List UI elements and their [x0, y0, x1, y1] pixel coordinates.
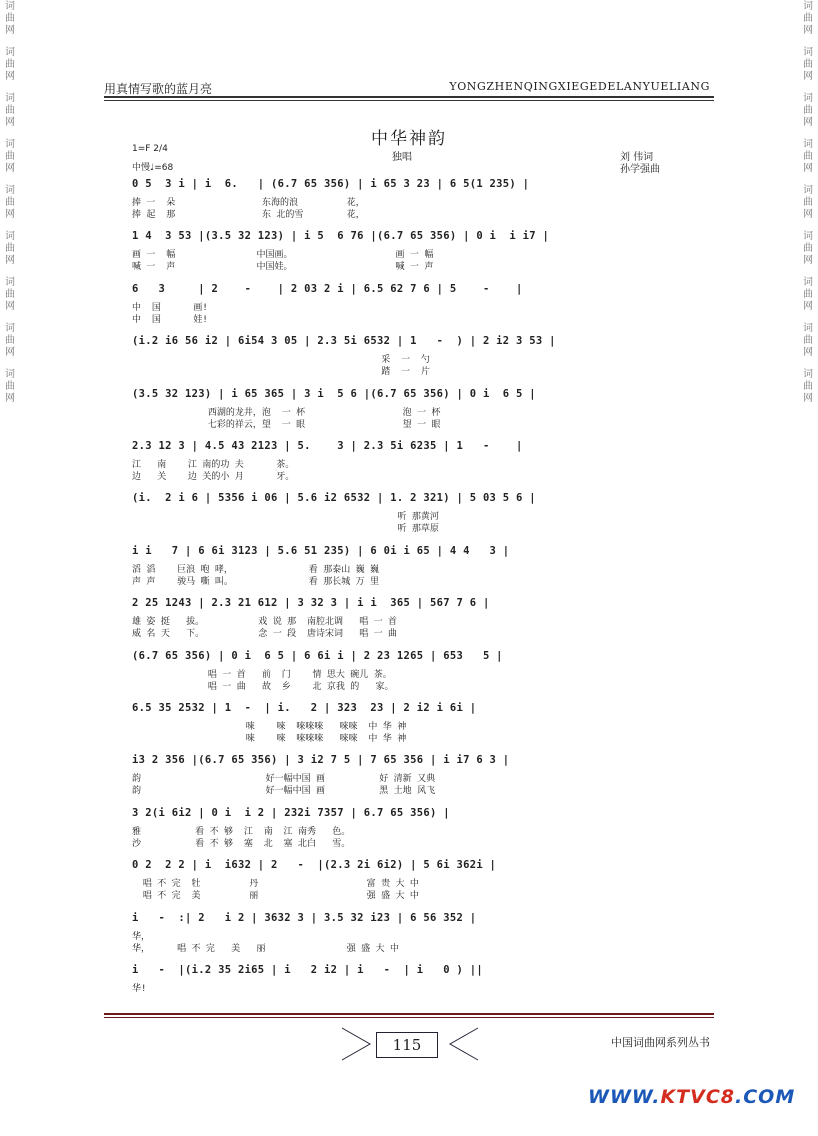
lyric-line-2: 威 名 天 下。 念 一 段 唐诗宋词 唱 一 曲 [132, 629, 398, 640]
lyric-line-2: 沙 看 不 够 塞 北 塞 北白 雪。 [132, 838, 351, 849]
watermark-char: 网 [803, 393, 813, 404]
watermark-char: 词 [5, 369, 15, 380]
lyric-line-1: 滔 滔 巨浪 咆 哮， 看 那泰山 巍 巍 [132, 564, 380, 575]
watermark-char: 网 [5, 393, 15, 404]
notation-line: (3.5 32 123) | i 65 365 | 3 i 5 6 |(6.7 65 356) | 0 i 6 5 | [132, 387, 536, 400]
watermark-char: 网 [803, 163, 813, 174]
watermark-char: 曲 [803, 243, 813, 254]
lyric-line-1: 捧 一 朵 东海的浪 花， [132, 198, 365, 208]
composer-credit: 孙学强曲 [620, 164, 660, 175]
header-left: 用真情写歌的蓝月亮 [104, 82, 213, 96]
watermark-char: 曲 [5, 289, 15, 300]
notation-line: (6.7 65 356) | 0 i 6 5 | 6 6i i | 2 23 1265 | 653 5 | [132, 649, 503, 662]
lyric-line-2: 踏 一 片 [132, 367, 430, 378]
watermark-right [800, 0, 816, 414]
notation-line: 6.5 35 2532 | 1 - | i. 2 | 323 23 | 2 i2 i 6i | [132, 702, 477, 714]
series-title: 中国词曲网系列丛书 [611, 1036, 710, 1049]
watermark-char: 网 [5, 117, 15, 128]
lyricist-credit: 刘 伟词 [620, 152, 654, 163]
score-row [132, 702, 692, 750]
watermark-char: 词 [5, 1, 15, 12]
watermark-char: 词 [5, 93, 15, 104]
watermark-char: 曲 [803, 59, 813, 70]
watermark-char: 网 [803, 301, 813, 312]
notation-line: (i.2 i6 56 i2 | 6i54 3 05 | 2.3 5i 6532 | 1 - ) | 2 i2 3 53 | [132, 335, 556, 348]
page-number: 115 [376, 1032, 438, 1058]
watermark-char: 词 [5, 139, 15, 150]
watermark-char: 词 [5, 277, 15, 288]
notation-line: i3 2 356 |(6.7 65 356) | 3 i2 7 5 | 7 65 356 | i i7 6 3 | [132, 754, 510, 767]
watermark-char: 词 [803, 369, 813, 380]
notation-line: (i. 2 i 6 | 5356 i 06 | 5.6 i2 6532 | 1. 2 321) | 5 03 5 6 | [132, 492, 536, 505]
watermark-char: 曲 [803, 197, 813, 208]
header-rule-thin [104, 100, 714, 101]
notation-line: i - :| 2 i 2 | 3632 3 | 3.5 32 i23 | 6 56 352 | [132, 911, 477, 924]
watermark-char: 网 [803, 71, 813, 82]
watermark-char: 网 [5, 71, 15, 82]
lyric-line-1: 唱 一 首 前 门 情 思大 碗儿 茶。 [132, 669, 392, 680]
lyric-line-2: 唱 一 曲 故 乡 北 京我 的 家。 [132, 681, 394, 692]
watermark-char: 曲 [803, 13, 813, 24]
notation-line: i - |(i.2 35 2i65 | i 2 i2 | i - | i 0 ) || [132, 964, 483, 976]
watermark-char: 曲 [803, 105, 813, 116]
lyric-line-1: 江 南 江 南的功 夫 茶。 [132, 460, 295, 470]
lyric-line-1: 听 那黄河 [132, 512, 439, 523]
watermark-char: 网 [803, 117, 813, 128]
watermark-char: 词 [803, 231, 813, 242]
song-subtitle: 独唱 [392, 152, 412, 163]
notation-line: 1 4 3 53 |(3.5 32 123) | i 5 6 76 |(6.7 65 356) | 0 i i i7 | [132, 230, 550, 243]
watermark-char: 曲 [5, 59, 15, 70]
watermark-char: 网 [803, 347, 813, 358]
score-row [132, 492, 692, 540]
lyric-line-1: 韵 好一幅中国 画 好 清新 又典 [132, 774, 436, 785]
site-logo-prefix: WWW. [588, 1086, 661, 1108]
notation-line: 2.3 12 3 | 4.5 43 2123 | 5. 3 | 2.3 5i 6235 | 1 - | [132, 440, 523, 452]
score-row [132, 230, 692, 278]
watermark-char: 曲 [5, 151, 15, 162]
notation-line: i i 7 | 6 6i 3123 | 5.6 51 235) | 6 0i i 65 | 4 4 3 | [132, 544, 510, 557]
watermark-char: 曲 [803, 381, 813, 392]
watermark-char: 词 [803, 323, 813, 334]
watermark-char: 词 [5, 231, 15, 242]
watermark-char: 曲 [803, 151, 813, 162]
watermark-char: 网 [5, 209, 15, 220]
lyric-line-2: 中 国 娃! [132, 314, 208, 325]
site-logo-name: KTVC8 [660, 1086, 736, 1108]
watermark-char: 曲 [803, 335, 813, 346]
score-row [132, 388, 692, 436]
lyric-line-2: 韵 好一幅中国 画 黑 土地 风飞 [132, 786, 436, 797]
score-row [132, 859, 692, 907]
watermark-char: 曲 [5, 243, 15, 254]
watermark-char: 曲 [5, 381, 15, 392]
watermark-char: 词 [803, 277, 813, 288]
notation-line: 3 2(i 6i2 | 0 i i 2 | 232i 7357 | 6.7 65 356) | [132, 806, 450, 819]
watermark-char: 网 [5, 347, 15, 358]
lyric-line-1: 雅 看 不 够 江 南 江 南秀 色。 [132, 826, 351, 837]
score-row [132, 964, 692, 1012]
watermark-char: 网 [803, 25, 813, 36]
lyric-line-2: 声 声 骏马 嘶 叫。 看 那长城 万 里 [132, 576, 380, 587]
lyric-line-1: 华! [132, 984, 147, 994]
score-row [132, 440, 692, 488]
header-right: YONGZHENQINGXIEGEDELANYUELIANG [449, 80, 710, 93]
lyric-line-2: 捧 起 那 东 北的雪 花， [132, 210, 365, 220]
score-row [132, 807, 692, 855]
notation-line: 0 5 3 i | i 6. | (6.7 65 356) | i 65 3 23 | 6 5(1 235) | [132, 178, 530, 190]
watermark-char: 网 [803, 209, 813, 220]
watermark-char: 网 [5, 25, 15, 36]
lyric-line-1: 雄 姿 挺 拔。 戏 说 那 南腔北调 唱 一 首 [132, 617, 398, 628]
score-row [132, 754, 692, 802]
score-row [132, 912, 692, 960]
footer-rule [104, 1013, 714, 1015]
watermark-char: 词 [5, 323, 15, 334]
lyric-line-1: 华， [132, 931, 151, 942]
watermark-char: 网 [803, 255, 813, 266]
notation-line: 0 2 2 2 | i i632 | 2 - |(2.3 2i 6i2) | 5 6i 362i | [132, 859, 497, 872]
score-row [132, 597, 692, 645]
watermark-left [2, 0, 18, 414]
site-logo-suffix: .COM [735, 1086, 796, 1108]
watermark-char: 词 [803, 185, 813, 196]
notation-line: 6 3 | 2 - | 2 03 2 i | 6.5 62 7 6 | 5 - | [132, 282, 523, 295]
lyric-line-1: 中 国 画! [132, 302, 208, 313]
notation-line: 2 25 1243 | 2.3 21 612 | 3 32 3 | i i 365 | 567 7 6 | [132, 597, 490, 610]
watermark-char: 网 [5, 163, 15, 174]
score-row [132, 545, 692, 593]
watermark-char: 词 [803, 93, 813, 104]
lyric-line-1: 唱 不 完 牡 丹 富 贵 大 中 [132, 879, 419, 890]
song-title: 中华神韵 [371, 129, 447, 149]
site-logo [588, 1086, 795, 1108]
header-rule [104, 96, 714, 98]
watermark-char: 曲 [5, 13, 15, 24]
watermark-char: 词 [5, 185, 15, 196]
lyric-line-2: 听 那草原 [132, 524, 439, 535]
lyric-line-1: 唻 唻 唻唻唻 唻唻 中 华 神 [132, 722, 407, 732]
watermark-char: 曲 [5, 105, 15, 116]
watermark-char: 网 [5, 301, 15, 312]
lyric-line-2: 边 关 边 关的小 月 牙。 [132, 472, 295, 482]
watermark-char: 词 [803, 47, 813, 58]
lyric-line-1: 画 一 幅 中国画。 画 一 幅 [132, 250, 434, 261]
lyric-line-2: 七彩的祥云，望 一 眼 望 一 眼 [132, 419, 441, 430]
score-row [132, 283, 692, 331]
lyric-line-2: 唻 唻 唻唻唻 唻唻 中 华 神 [132, 734, 407, 744]
watermark-char: 网 [5, 255, 15, 266]
lyric-line-2: 唱 不 完 美 丽 强 盛 大 中 [132, 891, 419, 902]
lyric-line-2: 华， 唱 不 完 美 丽 强 盛 大 中 [132, 943, 399, 954]
watermark-char: 曲 [803, 289, 813, 300]
watermark-char: 词 [803, 139, 813, 150]
score-row [132, 178, 692, 226]
tempo-marking: 中慢♩=68 [132, 163, 174, 173]
lyric-line-2: 喊 一 声 中国娃。 喊 一 声 [132, 262, 434, 273]
watermark-char: 曲 [5, 197, 15, 208]
key-signature: 1=F 2/4 [132, 144, 168, 154]
watermark-char: 曲 [5, 335, 15, 346]
score-row [132, 335, 692, 383]
score-row [132, 650, 692, 698]
watermark-char: 词 [803, 1, 813, 12]
watermark-char: 词 [5, 47, 15, 58]
lyric-line-1: 采 一 勺 [132, 355, 430, 366]
lyric-line-1: 西湖的龙井，泡 一 杯 泡 一 杯 [132, 407, 441, 418]
footer-rule-thin [104, 1017, 714, 1018]
